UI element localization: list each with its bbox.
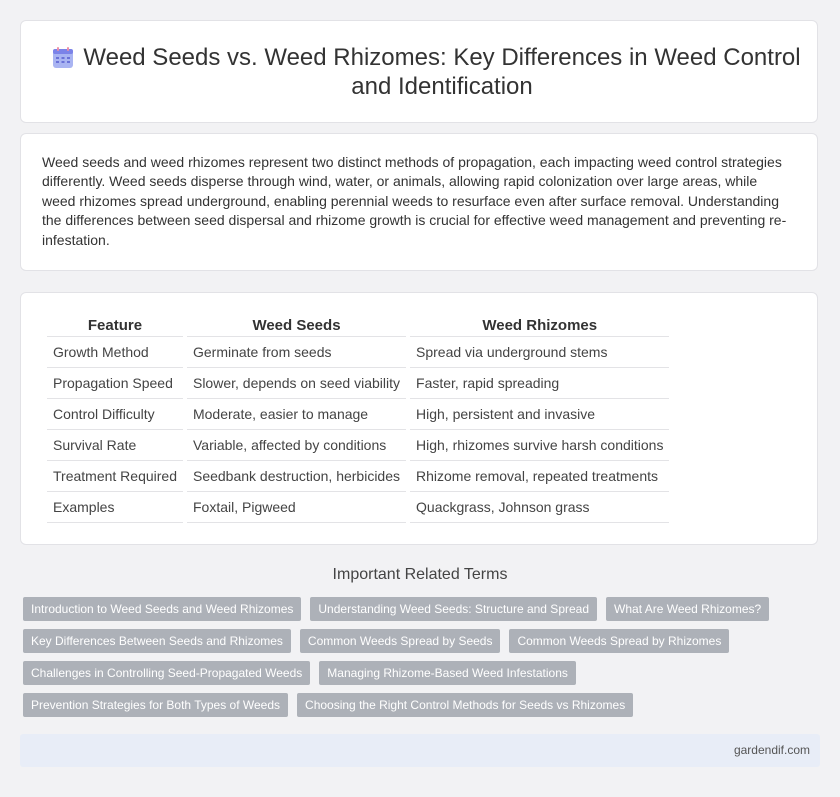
table-cell: Examples <box>47 492 183 523</box>
header-feature: Feature <box>47 313 183 337</box>
table-cell: Faster, rapid spreading <box>410 368 669 399</box>
related-term-tag[interactable]: Choosing the Right Control Methods for Seeds vs Rhizomes <box>297 693 633 717</box>
table-cell: High, rhizomes survive harsh conditions <box>410 430 669 461</box>
related-term-tag[interactable]: Common Weeds Spread by Seeds <box>300 629 501 653</box>
related-term-tag[interactable]: Understanding Weed Seeds: Structure and Spread <box>310 597 597 621</box>
related-term-tag[interactable]: Prevention Strategies for Both Types of Weeds <box>23 693 288 717</box>
related-term-tag[interactable]: Key Differences Between Seeds and Rhizomes <box>23 629 291 653</box>
tag-row <box>23 629 803 653</box>
related-term-tag[interactable]: Common Weeds Spread by Rhizomes <box>509 629 729 653</box>
related-term-tag[interactable]: Introduction to Weed Seeds and Weed Rhizomes <box>23 597 301 621</box>
comparison-table <box>43 313 673 523</box>
table-row <box>47 461 669 492</box>
table-cell: Moderate, easier to manage <box>187 399 406 430</box>
tag-row <box>23 661 803 685</box>
related-term-tag[interactable]: Managing Rhizome-Based Weed Infestations <box>319 661 576 685</box>
table-cell: Seedbank destruction, herbicides <box>187 461 406 492</box>
header-card <box>20 20 818 123</box>
table-cell: High, persistent and invasive <box>410 399 669 430</box>
table-cell: Rhizome removal, repeated treatments <box>410 461 669 492</box>
table-cell: Variable, affected by conditions <box>187 430 406 461</box>
table-cell: Growth Method <box>47 337 183 368</box>
table-row <box>47 337 669 368</box>
table-header-row <box>47 313 669 337</box>
related-terms-title: Important Related Terms <box>332 566 508 583</box>
table-row <box>47 368 669 399</box>
table-cell: Spread via underground stems <box>410 337 669 368</box>
table-row <box>47 399 669 430</box>
intro-card <box>20 133 818 271</box>
header-weed-seeds: Weed Seeds <box>187 313 406 337</box>
related-term-tag[interactable]: Challenges in Controlling Seed-Propagated Weeds <box>23 661 310 685</box>
intro-text: Weed seeds and weed rhizomes represent two distinct methods of propagation, each impacting weed control strategies differently. Weed seeds disperse through wind, water, or animals, allowing rapid colonization over large areas, while weed rhizomes spread underground, enabling perennial weeds to resurface even after surface removal. Understanding the differences between seed dispersal and rhizome growth is crucial for effective weed management and preventing re-infestation. <box>42 154 787 248</box>
table-cell: Survival Rate <box>47 430 183 461</box>
table-cell: Germinate from seeds <box>187 337 406 368</box>
header-weed-rhizomes: Weed Rhizomes <box>410 313 669 337</box>
tag-row <box>23 597 803 621</box>
table-cell: Treatment Required <box>47 461 183 492</box>
comparison-card <box>20 292 818 545</box>
page-title: Weed Seeds vs. Weed Rhizomes: Key Differences in Weed Control and Identification <box>83 44 801 100</box>
table-cell: Control Difficulty <box>47 399 183 430</box>
table-row <box>47 492 669 523</box>
tag-row <box>23 693 803 717</box>
site-name[interactable]: gardendif.com <box>733 743 810 757</box>
related-term-tag[interactable]: What Are Weed Rhizomes? <box>606 597 769 621</box>
table-cell: Foxtail, Pigweed <box>187 492 406 523</box>
table-row <box>47 430 669 461</box>
table-cell: Quackgrass, Johnson grass <box>410 492 669 523</box>
calendar-icon <box>52 47 74 69</box>
table-cell: Slower, depends on seed viability <box>187 368 406 399</box>
related-terms-list <box>23 597 803 725</box>
table-cell: Propagation Speed <box>47 368 183 399</box>
footer <box>20 734 820 767</box>
